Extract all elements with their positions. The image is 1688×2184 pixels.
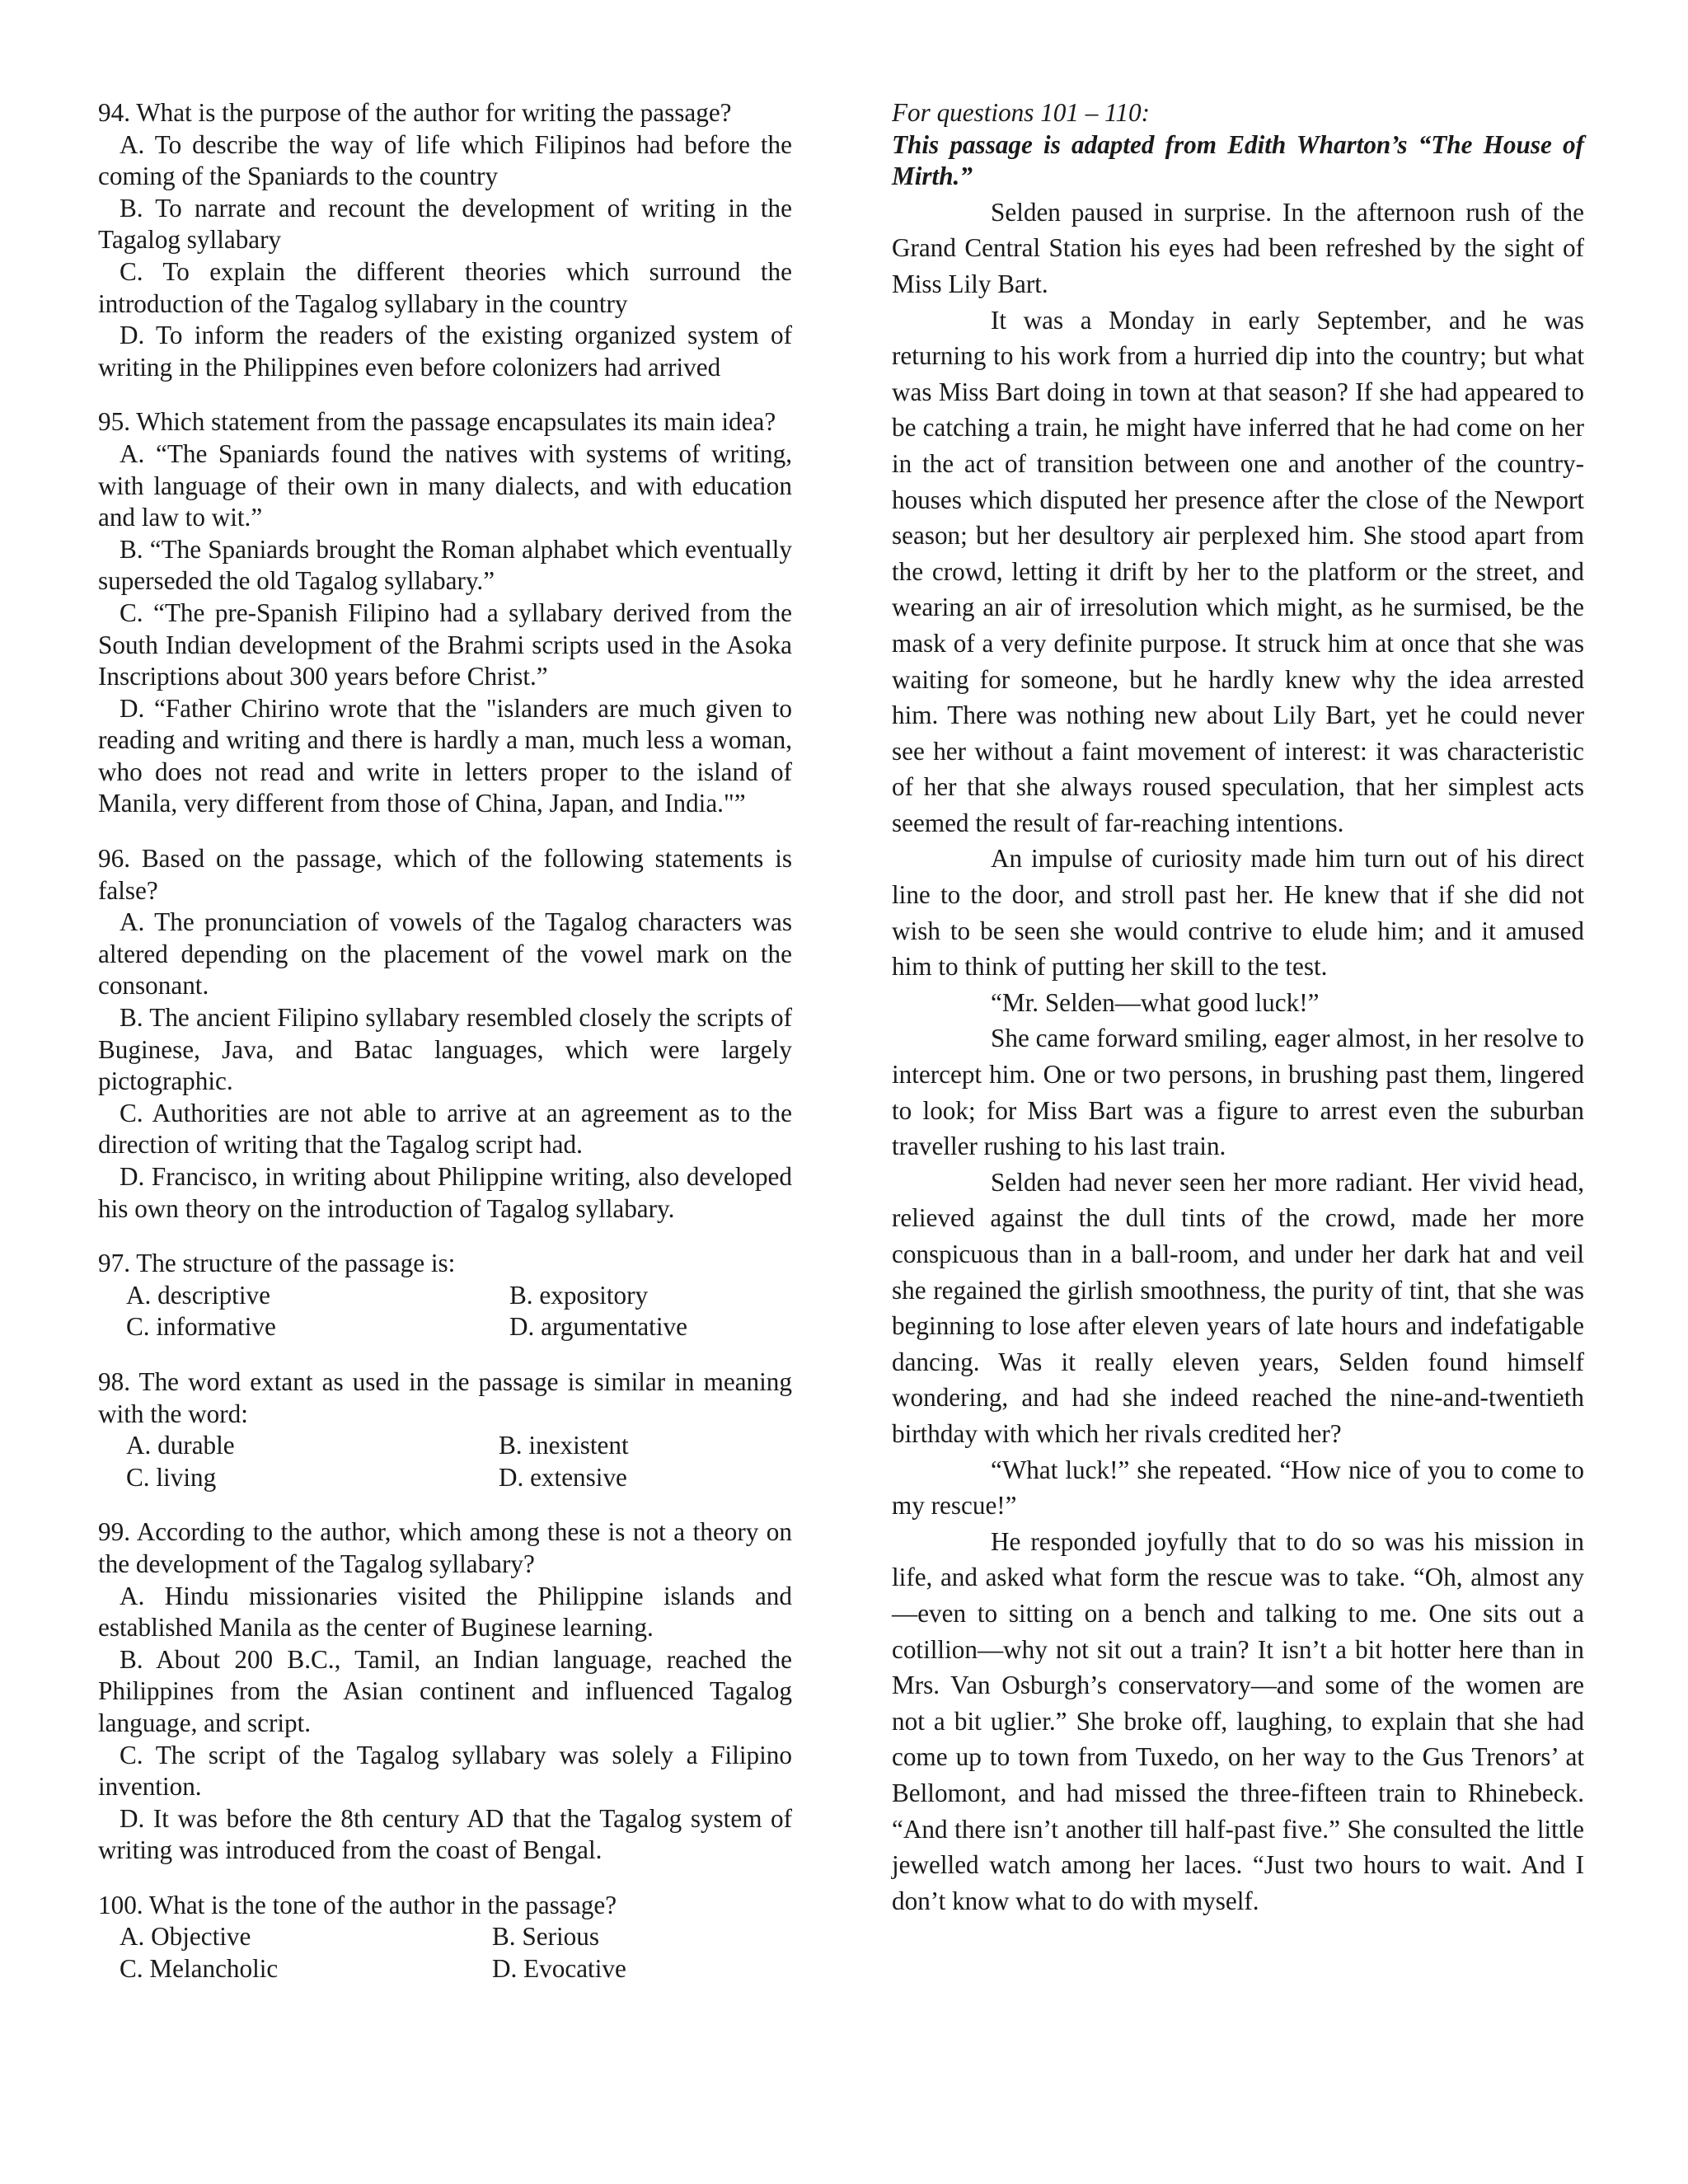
question-stem: 98. The word extant as used in the passage is similar in meaning with the word: [98,1366,792,1428]
option-a: A. durable [126,1431,235,1460]
question-stem: 95. Which statement from the passage encapsulates its main idea? [98,407,776,437]
question-95 [98,406,792,820]
passage-paragraph: Selden paused in surprise. In the afternoon rush of the Grand Central Station his eyes had been refreshed by the sight of Miss Lily Bart. [892,197,1584,298]
option-d: D. It was before the 8th century AD that the Tagalog system of writing was introduced from the coast of Bengal. [98,1803,792,1865]
option-c: C. The script of the Tagalog syllabary was solely a Filipino invention. [98,1740,792,1802]
option-c: C. “The pre-Spanish Filipino had a syllabary derived from the South Indian development of the Brahmi scripts used in the Asoka Inscriptions about 300 years before Christ.” [98,598,792,691]
question-96 [98,843,792,1225]
question-stem: 96. Based on the passage, which of the following statements is false? [98,844,792,905]
passage-paragraph: “Mr. Selden—what good luck!” [991,987,1320,1017]
option-b: B. The ancient Filipino syllabary resembled closely the scripts of Buginese, Java, and Batac languages, which were largely pictographic. [98,1003,792,1096]
question-stem: 99. According to the author, which among these is not a theory on the development of the Tagalog syllabary? [98,1517,792,1578]
right-column [892,97,1584,1919]
option-c: C. Melancholic [120,1954,279,1984]
question-94 [98,97,792,383]
question-97 [98,1248,792,1343]
option-d: D. Evocative [492,1954,626,1984]
option-c: C. informative [126,1312,276,1342]
option-b: B. Serious [492,1922,599,1952]
option-b: B. expository [509,1280,649,1310]
option-b: B. “The Spaniards brought the Roman alphabet which eventually superseded the old Tagalog syllabary.” [98,534,792,596]
passage-paragraph: She came forward smiling, eager almost, in her resolve to intercept him. One or two persons, in brushing past them, lingered to look; for Miss Bart was a figure to arrest even the suburban traveller rushing to his last train. [892,1024,1584,1161]
option-a: A. “The Spaniards found the natives with systems of writing, with language of their own in many dialects, and with education and law to wit.” [98,438,792,532]
option-a: A. Objective [120,1922,251,1952]
option-a: A. Hindu missionaries visited the Philippine islands and established Manila as the center of Buginese learning. [98,1581,792,1643]
left-column [98,97,792,2008]
option-b: B. About 200 B.C., Tamil, an Indian language, reached the Philippines from the Asian continent and influenced Tagalog language, and script. [98,1644,792,1737]
question-stem: 94. What is the purpose of the author for writing the passage? [98,98,732,127]
section-label: For questions 101 – 110: [892,98,1151,127]
options-grid [98,1921,792,1985]
question-stem: 100. What is the tone of the author in the passage? [98,1890,617,1919]
option-a: A. To describe the way of life which Filipinos had before the coming of the Spaniards to the country [98,129,792,191]
question-98 [98,1366,792,1493]
option-c: C. Authorities are not able to arrive at an agreement as to the direction of writing that the Tagalog script had. [98,1098,792,1160]
passage-paragraph: Selden had never seen her more radiant. Her vivid head, relieved against the dull tints of the crowd, made her more conspicuous than in a ball-room, and under her dark hat and veil she regained the girlish smoothness, the purity of tint, that she was beginning to lose after eleven years of late hours and indefatigable dancing. Was it really eleven years, Selden found himself wondering, and had she indeed reached the nine-and-twentieth birthday with which her rivals credited her? [892,1167,1584,1448]
options-grid [98,1280,792,1343]
question-100 [98,1890,792,1985]
passage-paragraph: It was a Monday in early September, and he was returning to his work from a hurried dip into the country; but what was Miss Bart doing in town at that season? If she had appeared to be catching a train, he might have inferred that he had come on her in the act of transition between one and another of the country-houses which disputed her presence after the close of the Newport season; but her desultory air perplexed him. She stood apart from the crowd, letting it drift by her to the platform or the street, and wearing an air of irresolution which might, as he surmised, be the mask of a very definite purpose. It struck him at once that she was waiting for someone, but he hardly knew why the idea arrested him. There was nothing new about Lily Bart, yet he could never see her without a faint movement of interest: it was characteristic of her that she always roused speculation, that her simplest acts seemed the result of far-reaching intentions. [892,305,1584,837]
option-c: C. living [126,1462,217,1492]
passage-paragraph: An impulse of curiosity made him turn out of his direct line to the door, and stroll past her. He knew that if she did not wish to be seen she would contrive to elude him; and it amused him to think of putting her skill to the test. [892,844,1584,982]
option-d: D. “Father Chirino wrote that the "islanders are much given to reading and writing and there is hardly a man, much less a woman, who does not read and write in letters proper to the island of Manila, very different from those of China, Japan, and India."” [98,693,792,818]
option-d: D. Francisco, in writing about Philippine writing, also developed his own theory on the introduction of Tagalog syllabary. [98,1162,792,1223]
option-d: D. extensive [499,1462,627,1492]
passage-paragraph: He responded joyfully that to do so was his mission in life, and asked what form the rescue was to take. “Oh, almost any—even to sitting on a bench and talking to me. One sits out a cotillion—why not sit out a train? It isn’t a bit hotter here than in Mrs. Van Osburgh’s conservatory—and some of the women are not a bit uglier.” She broke off, laughing, to explain that she had come up to town from Tuxedo, on her way to the Gus Trenors’ at Bellomont, and had missed the three-fifteen train to Rhinebeck. “And there isn’t another till half-past five.” She consulted the little jewelled watch among her laces. “Just two hours to wait. And I don’t know what to do with myself. [892,1526,1584,1915]
option-d: D. To inform the readers of the existing organized system of writing in the Philippines even before colonizers had arrived [98,321,792,382]
option-b: B. To narrate and recount the development of writing in the Tagalog syllabary [98,193,792,255]
options-grid [98,1430,792,1493]
option-c: C. To explain the different theories which surround the introduction of the Tagalog syllabary in the country [98,256,792,318]
option-a: A. descriptive [126,1280,270,1310]
passage-paragraph: “What luck!” she repeated. “How nice of you to come to my rescue!” [892,1455,1584,1521]
question-stem: 97. The structure of the passage is: [98,1249,456,1278]
passage-title: This passage is adapted from Edith Wharton’s “The House of Mirth.” [892,129,1584,191]
option-a: A. The pronunciation of vowels of the Tagalog characters was altered depending on the placement of the vowel mark on the consonant. [98,907,792,1001]
option-d: D. argumentative [509,1312,687,1342]
question-99 [98,1516,792,1867]
option-b: B. inexistent [499,1431,629,1460]
